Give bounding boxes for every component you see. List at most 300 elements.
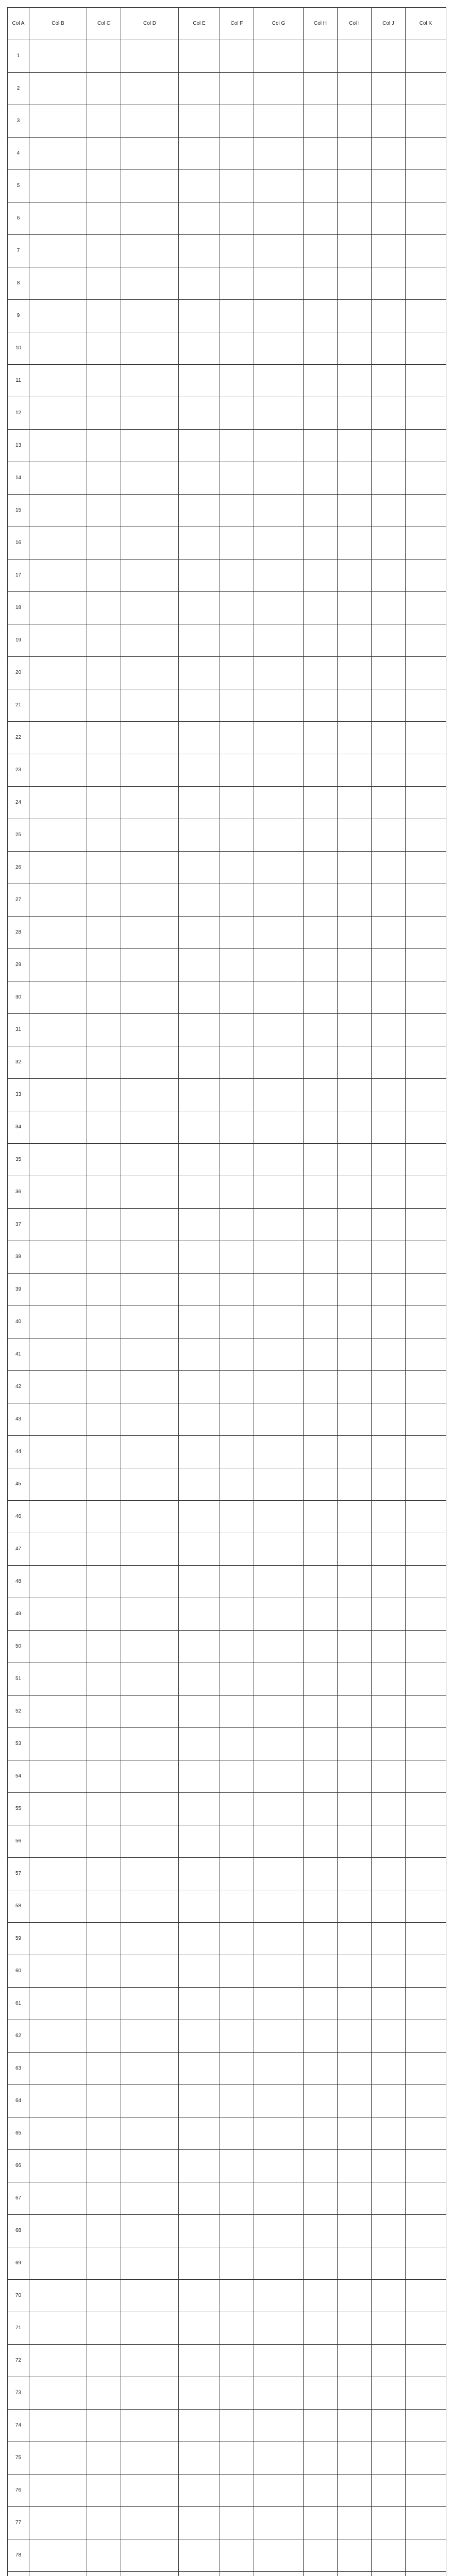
table-cell: 14 [8,462,29,495]
table-cell [87,1923,121,1955]
table-cell [254,1241,304,1274]
table-cell [87,2085,121,2117]
table-cell [29,787,87,819]
table-cell [87,2377,121,2410]
table-cell [254,105,304,138]
table-cell [338,917,372,949]
table-row [8,2345,446,2377]
table-cell [338,1988,372,2020]
table-cell [372,2475,406,2507]
table-cell [29,1436,87,1468]
table-cell [304,1338,338,1371]
table-cell: 63 [8,2053,29,2085]
table-cell [179,2345,220,2377]
table-row [8,365,446,397]
table-cell [338,2475,372,2507]
table-cell [338,1274,372,1306]
table-cell [121,1598,179,1631]
table-row [8,2085,446,2117]
table-cell [29,267,87,300]
table-row [8,1403,446,1436]
table-cell [304,267,338,300]
table-cell [220,1890,254,1923]
table-cell [87,1403,121,1436]
table-cell [179,1631,220,1663]
table-cell [179,949,220,981]
table-cell [29,560,87,592]
table-cell [254,2117,304,2150]
table-cell [254,1728,304,1760]
table-cell [179,1046,220,1079]
table-cell [87,430,121,462]
table-cell [220,1631,254,1663]
table-cell [338,2117,372,2150]
table-cell [87,1890,121,1923]
table-cell [406,1403,446,1436]
table-cell [179,267,220,300]
table-cell [372,300,406,332]
table-cell [304,1728,338,1760]
table-cell [338,1825,372,1858]
table-cell: 49 [8,1598,29,1631]
table-cell [406,657,446,689]
table-cell [220,981,254,1014]
table-cell [406,2442,446,2475]
table-cell [121,1241,179,1274]
table-cell [29,138,87,170]
table-cell [179,73,220,105]
table-cell [338,2377,372,2410]
table-cell [179,2507,220,2539]
table-cell [179,332,220,365]
table-cell [29,2053,87,2085]
table-cell [121,819,179,852]
table-cell: 6 [8,202,29,235]
table-cell [254,2182,304,2215]
table-cell [406,1728,446,1760]
table-cell [220,917,254,949]
table-cell [304,1955,338,1988]
table-cell: 20 [8,657,29,689]
column-header: Col F [220,8,254,40]
table-cell [338,202,372,235]
table-cell [406,1501,446,1533]
table-cell: 70 [8,2280,29,2312]
table-cell [87,2345,121,2377]
table-cell [372,1988,406,2020]
table-cell [29,1209,87,1241]
table-cell [254,560,304,592]
table-cell [179,1209,220,1241]
table-row [8,560,446,592]
table-cell [121,300,179,332]
table-cell [121,1046,179,1079]
table-cell [179,1371,220,1403]
table-cell [254,1890,304,1923]
table-row [8,105,446,138]
table-cell: 4 [8,138,29,170]
table-cell [338,657,372,689]
column-header: Col J [372,8,406,40]
table-row [8,1306,446,1338]
table-cell [372,2410,406,2442]
table-cell: 10 [8,332,29,365]
table-cell [254,1306,304,1338]
table-cell [406,462,446,495]
table-cell [372,884,406,917]
table-cell [254,1274,304,1306]
table-cell [29,1923,87,1955]
table-cell [179,819,220,852]
table-cell [87,40,121,73]
table-cell [121,105,179,138]
table-cell [406,235,446,267]
table-cell [121,1274,179,1306]
table-cell [372,2247,406,2280]
table-cell [87,332,121,365]
table-row [8,624,446,657]
table-cell [220,332,254,365]
table-cell [29,40,87,73]
table-cell [304,1858,338,1890]
table-cell [338,2442,372,2475]
table-cell [338,2539,372,2572]
table-cell [87,2572,121,2576]
table-cell [338,1760,372,1793]
table-cell [304,2020,338,2053]
table-cell [220,1403,254,1436]
table-cell [87,1598,121,1631]
table-cell [220,1209,254,1241]
table-cell [254,1111,304,1144]
table-cell [29,689,87,722]
table-cell [220,2085,254,2117]
table-cell [87,1988,121,2020]
table-cell [372,332,406,365]
table-cell [29,852,87,884]
table-cell [406,722,446,754]
table-cell [29,2345,87,2377]
table-cell [29,2085,87,2117]
table-cell [87,1663,121,1696]
table-cell [406,2020,446,2053]
table-cell [220,2410,254,2442]
table-cell [254,1696,304,1728]
table-cell [372,2117,406,2150]
table-cell [304,235,338,267]
table-cell [179,462,220,495]
table-cell [121,1306,179,1338]
table-cell [254,1176,304,1209]
table-cell [29,2572,87,2576]
table-cell [220,1598,254,1631]
table-row [8,202,446,235]
table-cell [304,722,338,754]
table-cell [121,592,179,624]
table-cell [338,819,372,852]
table-cell [121,40,179,73]
table-cell [304,981,338,1014]
table-cell [179,787,220,819]
table-cell [304,2312,338,2345]
table-row [8,2539,446,2572]
table-cell [372,1890,406,1923]
table-cell [338,1501,372,1533]
table-cell [406,300,446,332]
table-cell [87,1241,121,1274]
table-cell [304,917,338,949]
table-cell [87,754,121,787]
table-cell [179,1825,220,1858]
table-cell [29,1825,87,1858]
table-row [8,2053,446,2085]
table-row [8,2475,446,2507]
table-cell [372,949,406,981]
table-cell [179,1274,220,1306]
table-cell [121,2247,179,2280]
table-cell [87,2247,121,2280]
table-cell [338,430,372,462]
table-cell [179,2280,220,2312]
table-cell [179,2475,220,2507]
table-cell [179,300,220,332]
table-cell [338,1209,372,1241]
table-cell [406,1858,446,1890]
table-cell [121,917,179,949]
table-cell [406,495,446,527]
table-cell [87,1144,121,1176]
table-cell [406,2345,446,2377]
table-cell [338,787,372,819]
table-cell [406,689,446,722]
table-cell [29,1468,87,1501]
table-cell [87,657,121,689]
table-cell [254,1209,304,1241]
table-cell [254,2247,304,2280]
table-cell [121,170,179,202]
table-cell [372,1566,406,1598]
table-cell [121,365,179,397]
table-cell [372,2507,406,2539]
table-cell [179,1111,220,1144]
table-cell [179,2442,220,2475]
table-cell [121,1793,179,1825]
table-cell [29,949,87,981]
table-cell [121,1696,179,1728]
table-cell [338,2085,372,2117]
table-cell [338,2572,372,2576]
table-cell [254,2312,304,2345]
table-cell [254,592,304,624]
table-cell [372,1533,406,1566]
table-cell [220,2507,254,2539]
table-cell [338,1436,372,1468]
column-header: Col A [8,8,29,40]
table-row [8,138,446,170]
table-cell [220,2572,254,2576]
table-cell [338,1955,372,1988]
table-cell [372,235,406,267]
table-cell [254,430,304,462]
table-cell: 42 [8,1371,29,1403]
table-row [8,1988,446,2020]
table-cell [179,397,220,430]
table-cell [406,527,446,560]
table-cell: 65 [8,2117,29,2150]
table-cell [372,170,406,202]
table-cell [220,2539,254,2572]
table-row [8,722,446,754]
table-cell [372,754,406,787]
table-cell [338,2150,372,2182]
table-cell [29,2150,87,2182]
table-cell [29,754,87,787]
table-cell [121,1176,179,1209]
column-header: Col K [406,8,446,40]
table-cell [406,1241,446,1274]
table-cell [87,1306,121,1338]
table-cell [338,1793,372,1825]
table-cell [220,560,254,592]
table-cell [254,1988,304,2020]
table-cell [254,2442,304,2475]
table-cell [220,949,254,981]
table-cell [254,300,304,332]
table-row [8,2182,446,2215]
table-cell [87,1209,121,1241]
table-cell [87,202,121,235]
table-cell [220,1241,254,1274]
table-cell [304,754,338,787]
table-cell: 16 [8,527,29,560]
table-cell [220,1533,254,1566]
table-cell [406,267,446,300]
table-cell: 33 [8,1079,29,1111]
table-cell [29,2539,87,2572]
table-cell [338,1079,372,1111]
table-cell [304,40,338,73]
table-cell [29,1760,87,1793]
table-cell [406,1274,446,1306]
table-cell [220,1988,254,2020]
table-row [8,2150,446,2182]
table-cell: 11 [8,365,29,397]
table-cell [220,592,254,624]
table-cell [121,2345,179,2377]
table-cell [179,2539,220,2572]
table-cell [406,73,446,105]
table-row [8,1079,446,1111]
table-cell [338,527,372,560]
table-cell [87,2182,121,2215]
table-cell [406,592,446,624]
table-cell [304,2410,338,2442]
table-cell [254,689,304,722]
table-cell [121,657,179,689]
table-cell [220,2020,254,2053]
table-cell [254,852,304,884]
table-cell [29,722,87,754]
table-cell [338,495,372,527]
table-cell [338,397,372,430]
table-cell [254,40,304,73]
table-cell: 8 [8,267,29,300]
table-cell [220,105,254,138]
table-cell [338,365,372,397]
table-cell [372,462,406,495]
table-cell [338,1144,372,1176]
table-cell [121,1923,179,1955]
table-cell [220,787,254,819]
table-cell [87,1274,121,1306]
table-cell [304,1241,338,1274]
table-cell [372,267,406,300]
table-cell [338,754,372,787]
table-row [8,527,446,560]
table-cell [87,981,121,1014]
table-cell [87,592,121,624]
table-cell [87,235,121,267]
table-row [8,1728,446,1760]
table-cell [179,2410,220,2442]
table-cell: 5 [8,170,29,202]
table-cell [304,2150,338,2182]
table-cell [372,1501,406,1533]
table-cell [338,1631,372,1663]
table-row [8,1631,446,1663]
table-cell: 51 [8,1663,29,1696]
table-cell [220,202,254,235]
table-cell [121,2507,179,2539]
table-cell [338,1663,372,1696]
table-cell [87,1111,121,1144]
table-cell [254,1014,304,1046]
table-cell [304,73,338,105]
table-cell [254,819,304,852]
table-cell [179,1663,220,1696]
table-cell: 28 [8,917,29,949]
table-cell [406,624,446,657]
table-cell [220,495,254,527]
table-cell [220,1274,254,1306]
table-row [8,332,446,365]
table-cell [179,560,220,592]
table-row [8,267,446,300]
table-cell [121,1955,179,1988]
table-cell [121,2117,179,2150]
table-cell [87,2507,121,2539]
table-cell [29,1566,87,1598]
table-cell [338,1728,372,1760]
table-cell [220,2312,254,2345]
table-cell [254,722,304,754]
table-cell [304,884,338,917]
table-cell [121,2410,179,2442]
table-cell [338,1468,372,1501]
table-cell [304,949,338,981]
table-cell [220,1144,254,1176]
table-cell [406,1598,446,1631]
table-cell [29,462,87,495]
table-cell [87,2442,121,2475]
table-cell: 75 [8,2442,29,2475]
table-cell [372,1079,406,1111]
table-row [8,1533,446,1566]
table-cell [121,981,179,1014]
table-cell [372,1955,406,1988]
table-cell [121,1468,179,1501]
table-cell [338,722,372,754]
